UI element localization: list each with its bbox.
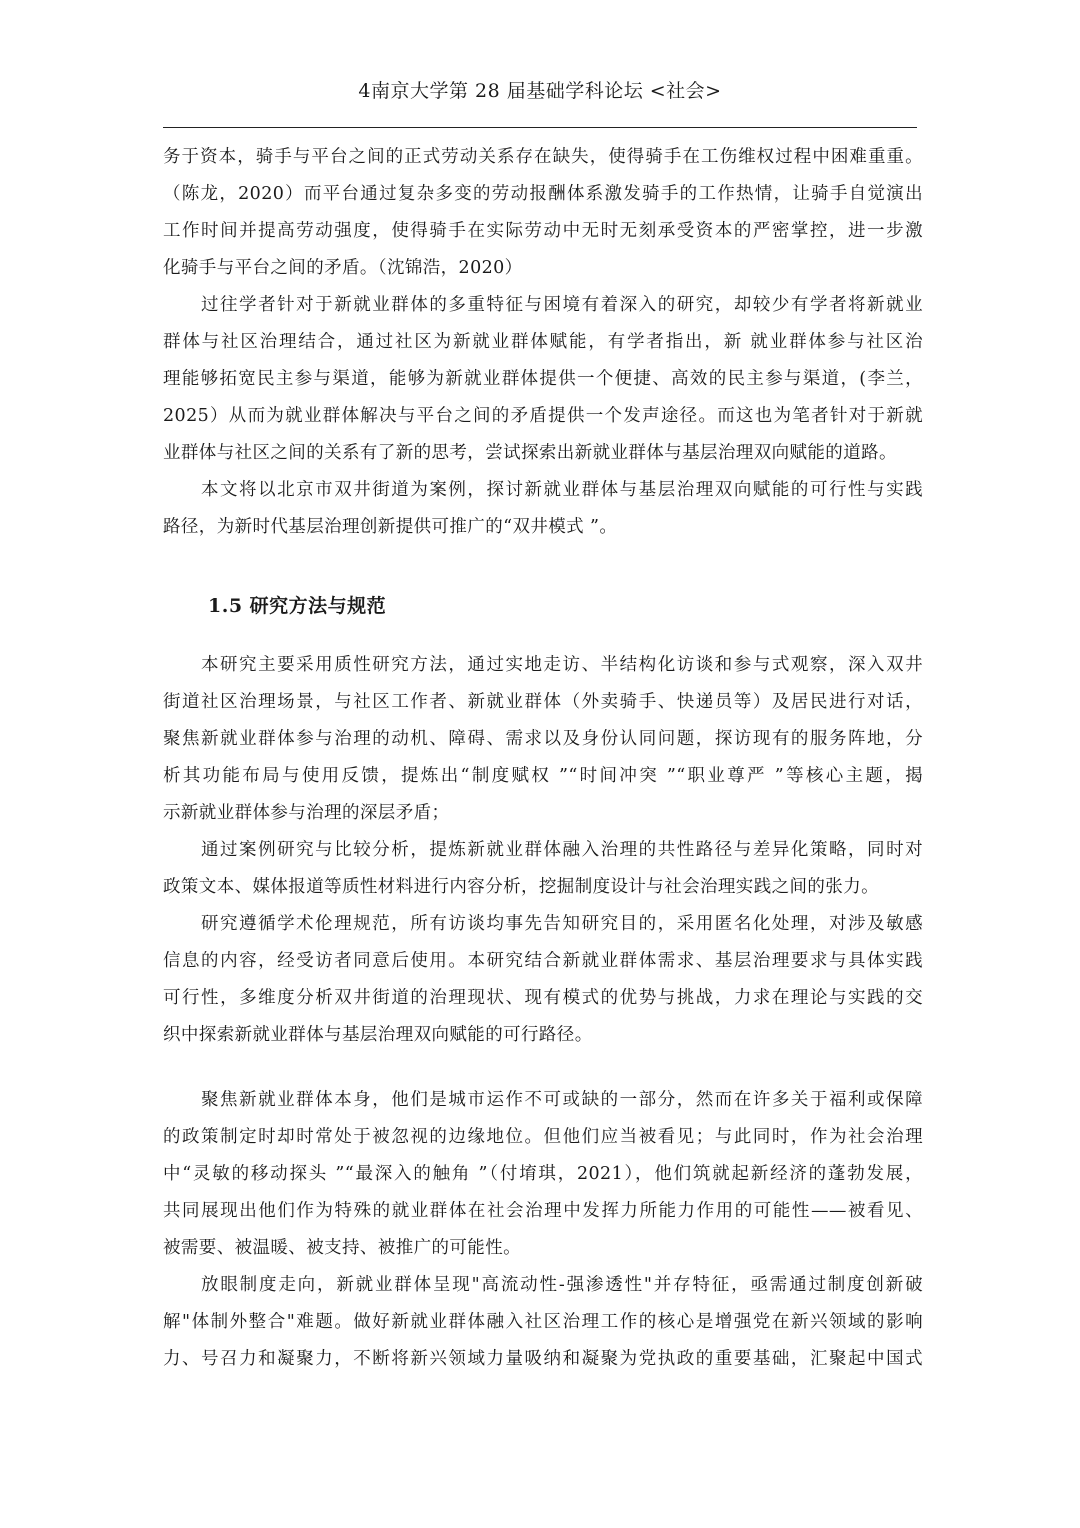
text-line: 聚焦新就业群体参与治理的动机、障碍、需求以及身份认同问题，探访现有的服务阵地，分 [163,729,923,749]
text-line: 聚焦新就业群体本身，他们是城市运作不可或缺的一部分，然而在许多关于福利或保障 [201,1090,923,1110]
text-line: 共同展现出他们作为特殊的就业群体在社会治理中发挥力所能力作用的可能性——被看见、 [163,1201,923,1221]
text-block-methods [163,647,923,1054]
text-line: 本文将以北京市双井街道为案例，探讨新就业群体与基层治理双向赋能的可行性与实践 [201,480,923,500]
text-line: 街道社区治理场景，与社区工作者、新就业群体（外卖骑手、快递员等）及居民进行对话， [163,692,923,712]
text-line: 中“灵敏的移动探头 ”“最深入的触角 ”（付堉琪，2021），他们筑就起新经济的蓬勃发展， [163,1164,923,1184]
header-rule [163,127,917,128]
text-block-discussion [163,1082,923,1378]
text-line: 化骑手与平台之间的矛盾。（沈锦浩，2020） [163,258,523,278]
text-line: 放眼制度走向，新就业群体呈现"高流动性-强渗透性"并存特征，亟需通过制度创新破 [201,1275,923,1295]
text-line: 信息的内容，经受访者同意后使用。本研究结合新就业群体需求、基层治理要求与具体实践 [163,951,923,971]
text-line: 过往学者针对于新就业群体的多重特征与困境有着深入的研究，却较少有学者将新就业 [201,295,923,315]
text-line: 群体与社区治理结合，通过社区为新就业群体赋能，有学者指出，新 就业群体参与社区治 [163,332,923,352]
text-line: 析其功能布局与使用反馈，提炼出“制度赋权 ”“时间冲突 ”“职业尊严 ”等核心主题，揭 [163,766,923,786]
text-block-intro [163,139,923,546]
text-line: 力、号召力和凝聚力，不断将新兴领域力量吸纳和凝聚为党执政的重要基础，汇聚起中国式 [163,1349,923,1369]
text-line: 本研究主要采用质性研究方法，通过实地走访、半结构化访谈和参与式观察，深入双井 [201,655,923,675]
text-line: 研究遵循学术伦理规范，所有访谈均事先告知研究目的，采用匿名化处理，对涉及敏感 [201,914,923,934]
running-header: 4南京大学第 28 届基础学科论坛 <社会> [358,80,722,102]
text-line: 路径，为新时代基层治理创新提供可推广的“双井模式 ”。 [163,517,618,537]
text-line: 业群体与社区之间的关系有了新的思考，尝试探索出新就业群体与基层治理双向赋能的道路。 [163,443,897,463]
text-line: 解"体制外整合"难题。做好新就业群体融入社区治理工作的核心是增强党在新兴领域的影响 [163,1312,923,1332]
text-line: 2025）从而为就业群体解决与平台之间的矛盾提供一个发声途径。而这也为笔者针对于新就 [163,406,923,426]
text-line: 可行性，多维度分析双井街道的治理现状、现有模式的优势与挑战，力求在理论与实践的交 [163,988,923,1008]
text-line: 工作时间并提高劳动强度，使得骑手在实际劳动中无时无刻承受资本的严密掌控，进一步激 [163,221,923,241]
text-line: 政策文本、媒体报道等质性材料进行内容分析，挖掘制度设计与社会治理实践之间的张力。 [163,877,879,897]
text-line: 被需要、被温暖、被支持、被推广的可能性。 [163,1238,521,1258]
text-line: 织中探索新就业群体与基层治理双向赋能的可行路径。 [163,1025,593,1045]
text-line: 理能够拓宽民主参与渠道，能够为新就业群体提供一个便捷、高效的民主参与渠道，(李兰， [163,369,923,389]
text-line: （陈龙，2020）而平台通过复杂多变的劳动报酬体系激发骑手的工作热情，让骑手自觉演出 [163,184,923,204]
text-line: 务于资本，骑手与平台之间的正式劳动关系存在缺失，使得骑手在工伤维权过程中困难重重。 [163,147,923,167]
section-heading: 1.5 研究方法与规范 [208,595,387,617]
text-line: 通过案例研究与比较分析，提炼新就业群体融入治理的共性路径与差异化策略，同时对 [201,840,923,860]
text-line: 示新就业群体参与治理的深层矛盾； [163,803,450,823]
text-line: 的政策制定时却时常处于被忽视的边缘地位。但他们应当被看见；与此同时，作为社会治理 [163,1127,923,1147]
